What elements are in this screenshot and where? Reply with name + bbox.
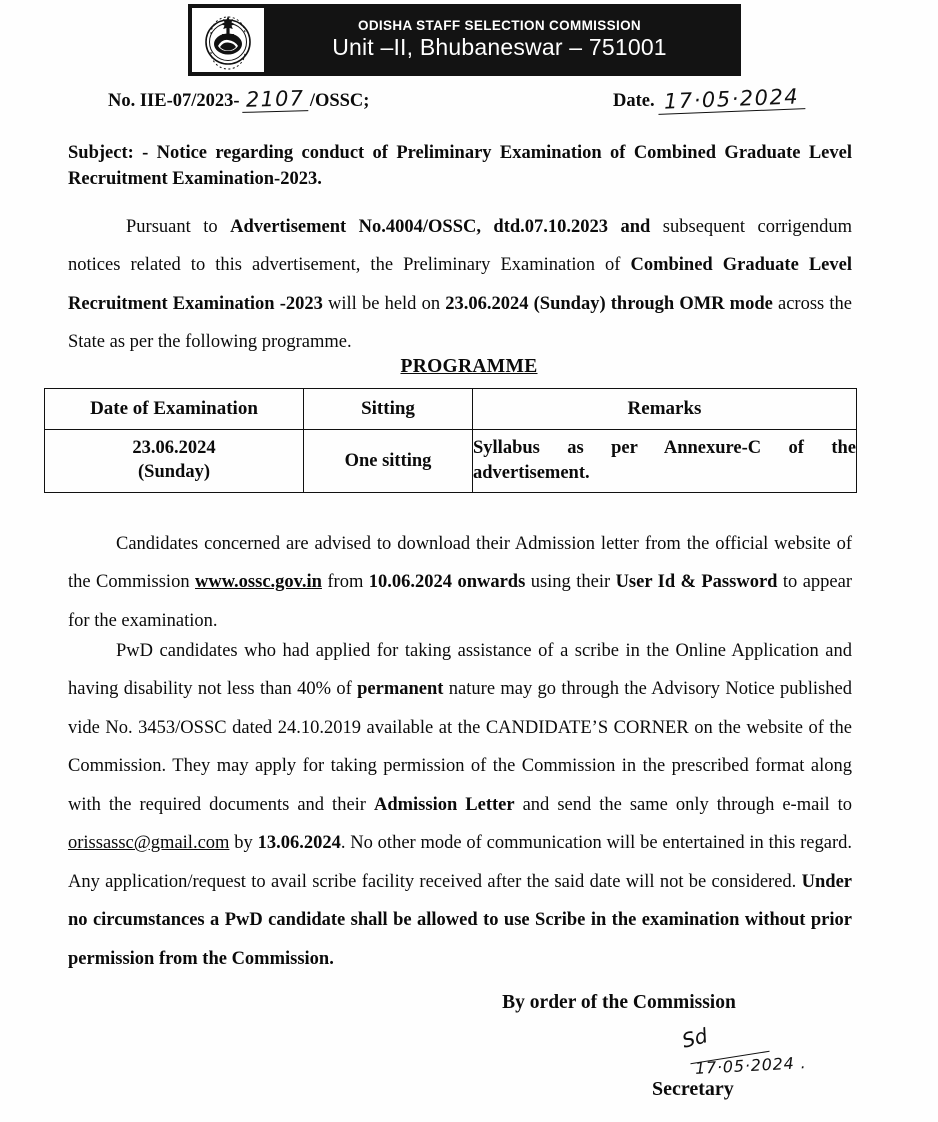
intro-segment-4: across the State as per the following programme. [68,293,852,353]
pwd-segment-5: . No other mode of communication will be entertained in this regard. Any application/request to avail scribe facility received after the said date will not be considered. [68,833,853,892]
scribe-request-deadline: 13.06.2024 [257,833,341,854]
login-credentials: User Id & Password [615,572,778,593]
paragraph-admission-letter-download [68,525,852,640]
cell-exam-date [45,430,304,493]
letterhead-banner [188,4,741,76]
pwd-segment-1: PwD candidates who had applied for taking assistance of a scribe in the Online Application and having disability not less than 40% of [68,641,852,700]
download-segment-4: to appear for the examination. [68,572,852,631]
download-segment-1: Candidates concerned are advised to download their Admission letter from the official website of the Commission [68,534,852,593]
date-label: Date. [613,91,655,111]
letterhead-text [264,4,741,76]
handwritten-signature-date: 17·05·2024 . [694,1053,807,1078]
exam-day-value: (Sunday) [138,462,210,482]
column-header-remarks: Remarks [473,389,857,430]
handwritten-date: 17·05·2024 [657,86,805,115]
by-order-line: By order of the Commission [502,992,736,1013]
table-header-row [45,389,857,430]
intro-segment-3: will be held on [322,293,446,314]
scribe-warning-statement: Under no circumstances a PwD candidate shall be allowed to use Scribe in the examination without prior permission from the Commission. [68,871,852,969]
cell-remarks: Syllabus as per Annexure-C of the advertisement. [473,430,857,493]
intro-segment-2: subsequent corrigendum notices related to this advertisement, the Preliminary Examination of [68,217,853,276]
reference-row [68,84,868,123]
commission-website-link[interactable]: www.ossc.gov.in [195,572,322,593]
pwd-segment-3: and send the same only through e-mail to [514,794,853,815]
paragraph-introduction [68,208,852,362]
handwritten-reference-number: 2107 [241,88,308,113]
reference-number [108,86,370,112]
examination-name: Combined Graduate Level Recruitment Examination -2023 [68,255,852,314]
subject-text: Notice regarding conduct of Preliminary Examination of Combined Graduate Level Recruitment Examination-2023. [68,143,852,190]
examination-date-mode: 23.06.2024 (Sunday) through OMR mode [445,293,773,314]
paragraph-pwd-scribe [68,632,852,978]
admission-letter-emphasis: Admission Letter [373,794,515,815]
column-header-sitting: Sitting [304,389,473,430]
intro-segment-1: Pursuant to [126,217,231,237]
signature-block [600,1023,880,1118]
commission-email-link[interactable]: orissassc@gmail.com [68,833,230,854]
programme-table [44,388,857,493]
organization-name: ODISHA STAFF SELECTION COMMISSION [357,17,642,33]
download-segment-2: from [321,572,369,593]
reference-number-label: No. IIE-07/2023- [108,91,240,111]
download-start-date: 10.06.2024 onwards [368,572,526,593]
programme-heading: PROGRAMME [400,356,538,377]
cell-sitting: One sitting [304,430,473,493]
document-date [613,84,805,114]
reference-number-suffix: /OSSC; [309,91,370,111]
odisha-government-seal-icon [192,8,264,72]
permanent-disability-emphasis: permanent [357,679,444,700]
handwritten-signature: Sd [679,1023,710,1053]
signatory-designation: Secretary [652,1078,734,1100]
download-segment-3: using their [525,572,616,593]
subject-label: Subject: - [68,143,157,163]
exam-date-value: 23.06.2024 [132,438,216,459]
subject-line [68,140,852,193]
column-header-date-of-examination: Date of Examination [45,389,304,430]
organization-address: Unit –II, Bhubaneswar – 751001 [332,34,667,61]
table-row [45,430,857,493]
pwd-segment-2: nature may go through the Advisory Notice published vide No. 3453/OSSC dated 24.10.2019 available at the CANDIDATE’S CORNER on the website of the Commission. They may apply for taking permission of the Commission in the prescribed format along with the required documents and their [68,679,852,815]
pwd-segment-4: by [229,833,258,854]
advertisement-reference: Advertisement No.4004/OSSC, dtd.07.10.2023 and [230,217,651,237]
